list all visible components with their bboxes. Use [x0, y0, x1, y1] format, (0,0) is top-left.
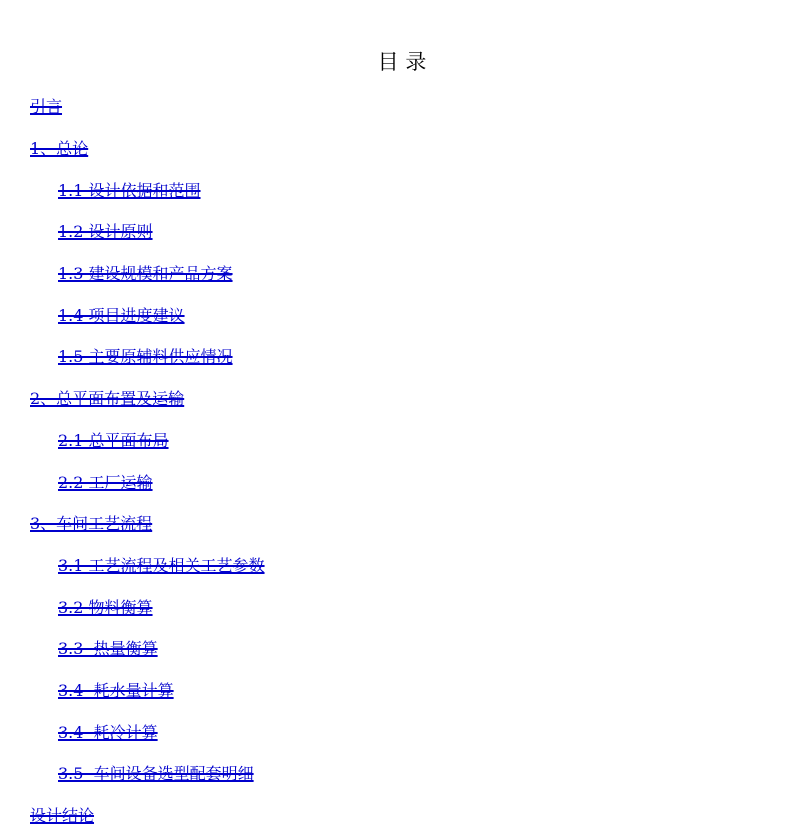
toc-list — [30, 85, 804, 835]
toc-entry[interactable]: 设计结论 — [30, 806, 95, 826]
toc-entry[interactable]: 3.5 车间设备选型配套明细 — [58, 764, 254, 784]
toc-entry[interactable]: 3.4 耗冷计算 — [58, 722, 158, 742]
toc-entry[interactable]: 3.2 物料衡算 — [58, 597, 153, 617]
toc-entry[interactable]: 引言 — [30, 97, 63, 117]
toc-entry[interactable]: 1.3 建设规模和产品方案 — [58, 264, 233, 284]
toc-entry[interactable]: 2.2 工厂运输 — [58, 472, 153, 492]
toc-entry[interactable]: 1.5 主要原辅料供应情况 — [58, 347, 233, 367]
toc-entry[interactable]: 2.1 总平面布局 — [58, 430, 169, 450]
page-title: 目 录 — [377, 50, 427, 74]
toc-entry[interactable]: 1、总论 — [30, 139, 89, 159]
toc-entry[interactable]: 3、车间工艺流程 — [30, 514, 153, 534]
toc-entry[interactable]: 1.4 项目进度建议 — [58, 305, 185, 325]
toc-entry[interactable]: 3.1 工艺流程及相关工艺参数 — [58, 555, 265, 575]
toc-entry[interactable]: 2、总平面布置及运输 — [30, 389, 185, 409]
toc-entry[interactable]: 3.4 耗水量计算 — [58, 680, 174, 700]
toc-entry[interactable]: 3.3 热量衡算 — [58, 639, 158, 659]
toc-entry[interactable]: 1.2 设计原则 — [58, 222, 153, 242]
toc-entry[interactable]: 1.1 设计依据和范围 — [58, 180, 201, 200]
